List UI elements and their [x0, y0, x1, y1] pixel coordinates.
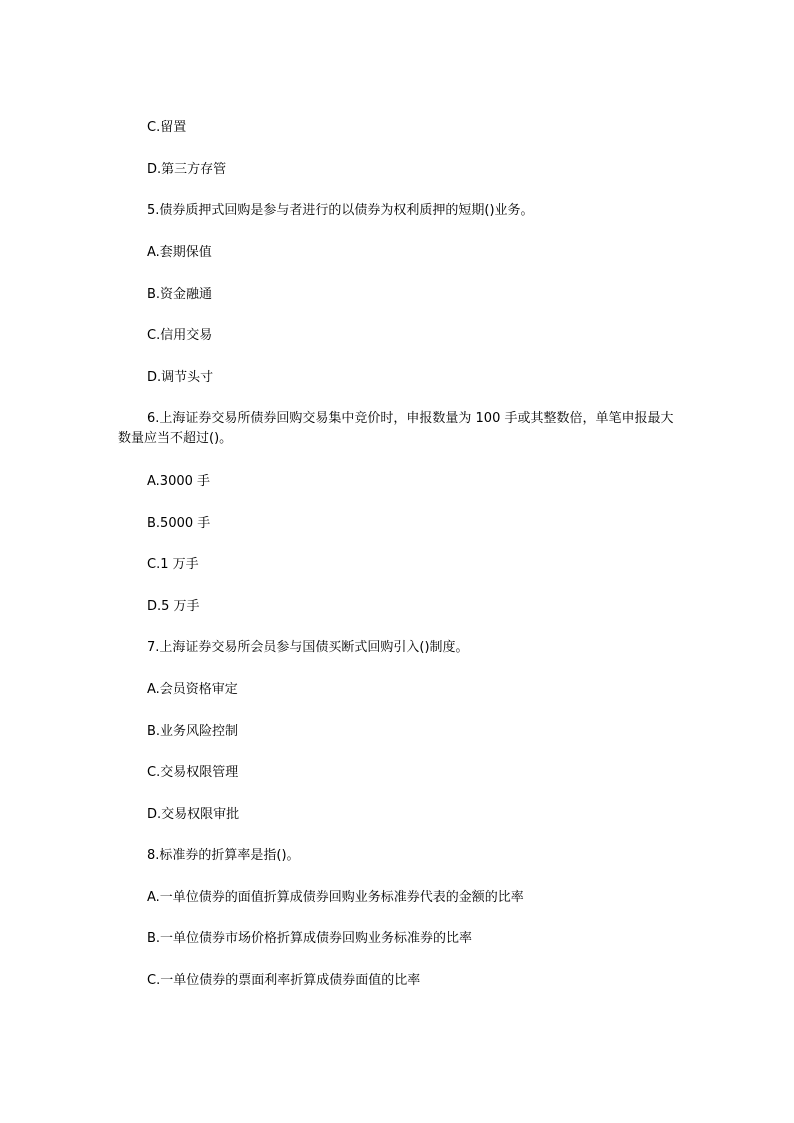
question-8: 8.标准券的折算率是指()。: [147, 848, 300, 863]
option-d-q5: D.调节头寸: [147, 370, 214, 385]
option-b-q5: B.资金融通: [147, 287, 213, 302]
question-7: 7.上海证券交易所会员参与国债买断式回购引入()制度。: [147, 640, 469, 655]
option-c-q6: C.1 万手: [147, 557, 199, 572]
option-a-q7: A.会员资格审定: [147, 682, 238, 697]
option-d-q7: D.交易权限审批: [147, 807, 240, 822]
option-b-q8: B.一单位债券市场价格折算成债券回购业务标准券的比率: [147, 931, 473, 946]
option-d-q4: D.第三方存管: [147, 162, 227, 177]
option-c-q4: C.留置: [147, 120, 187, 135]
option-c-q8: C.一单位债券的票面利率折算成债券面值的比率: [147, 973, 421, 988]
option-a-q5: A.套期保值: [147, 245, 212, 260]
option-a-q6: A.3000 手: [147, 474, 211, 489]
option-c-q5: C.信用交易: [147, 328, 213, 343]
option-a-q8: A.一单位债券的面值折算成债券回购业务标准券代表的金额的比率: [147, 890, 524, 905]
option-b-q6: B.5000 手: [147, 516, 211, 531]
option-d-q6: D.5 万手: [147, 599, 200, 614]
question-5: 5.债券质押式回购是参与者进行的以债券为权利质押的短期()业务。: [147, 203, 534, 218]
option-b-q7: B.业务风险控制: [147, 724, 239, 739]
question-6: 6.上海证券交易所债券回购交易集中竞价时，申报数量为 100 手或其整数倍，单笔申报最大数量应当不超过()。: [118, 411, 674, 446]
option-c-q7: C.交易权限管理: [147, 765, 239, 780]
